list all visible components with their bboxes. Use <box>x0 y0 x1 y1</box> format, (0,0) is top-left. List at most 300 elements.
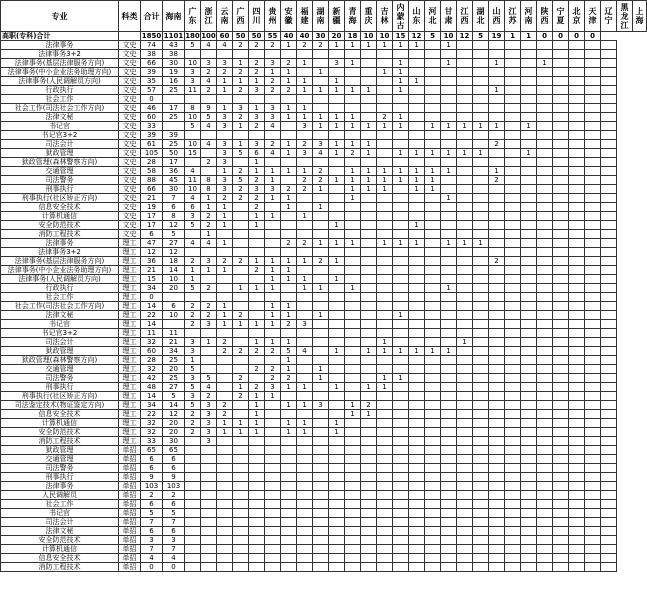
table-cell <box>281 158 297 167</box>
table-cell <box>185 491 201 500</box>
table-cell <box>441 275 457 284</box>
table-cell: 3 <box>201 401 217 410</box>
table-cell <box>521 104 537 113</box>
table-cell <box>281 284 297 293</box>
category-cell: 单招 <box>119 554 141 563</box>
table-cell: 1 <box>361 122 377 131</box>
table-cell <box>569 185 585 194</box>
table-cell <box>553 428 569 437</box>
table-cell: 1 <box>393 149 409 158</box>
major-name: 交通管理 <box>1 365 119 374</box>
table-cell <box>409 86 425 95</box>
table-cell <box>233 338 249 347</box>
table-cell <box>585 455 601 464</box>
table-cell <box>553 167 569 176</box>
table-cell <box>313 230 329 239</box>
table-cell <box>569 266 585 275</box>
table-cell: 3 <box>185 77 201 86</box>
category-cell: 理工 <box>119 383 141 392</box>
table-cell: 5 <box>163 509 185 518</box>
table-cell: 1 <box>249 221 265 230</box>
table-cell <box>537 356 553 365</box>
table-cell: 7 <box>141 545 163 554</box>
header-row <box>1 1 647 32</box>
table-cell: 1 <box>217 419 233 428</box>
column-header: 合计 <box>141 1 163 32</box>
table-cell <box>377 527 393 536</box>
table-cell <box>585 113 601 122</box>
table-cell <box>521 518 537 527</box>
table-cell <box>345 248 361 257</box>
table-cell: 4 <box>201 77 217 86</box>
table-cell: 39 <box>141 131 163 140</box>
table-cell <box>457 113 473 122</box>
table-cell <box>457 401 473 410</box>
table-cell <box>377 473 393 482</box>
table-cell: 2 <box>249 347 265 356</box>
table-cell <box>313 392 329 401</box>
major-name: 法律事务(中小企业法务助理方向) <box>1 266 119 275</box>
table-cell <box>457 410 473 419</box>
table-cell: 3 <box>163 536 185 545</box>
table-cell: 1 <box>281 68 297 77</box>
table-cell <box>393 302 409 311</box>
table-cell: 4 <box>201 122 217 131</box>
table-cell <box>553 50 569 59</box>
table-cell <box>329 302 345 311</box>
table-cell: 5 <box>201 113 217 122</box>
table-cell: 4 <box>201 239 217 248</box>
table-cell <box>185 50 201 59</box>
table-cell <box>249 464 265 473</box>
table-cell <box>601 482 617 491</box>
major-name: 法律事务(基层法律服务方向) <box>1 59 119 68</box>
table-cell: 1 <box>345 410 361 419</box>
table-cell: 1 <box>361 86 377 95</box>
table-cell <box>441 536 457 545</box>
table-cell <box>377 446 393 455</box>
table-cell <box>265 239 281 248</box>
table-cell <box>297 311 313 320</box>
table-cell <box>265 95 281 104</box>
table-cell <box>489 275 505 284</box>
table-cell: 65 <box>163 446 185 455</box>
table-cell: 1 <box>265 167 281 176</box>
major-name: 法律事务(人民调解员方向) <box>1 275 119 284</box>
table-cell <box>297 50 313 59</box>
table-cell <box>201 536 217 545</box>
table-cell <box>473 68 489 77</box>
table-cell <box>569 500 585 509</box>
table-cell <box>537 113 553 122</box>
table-cell <box>441 176 457 185</box>
table-cell <box>489 239 505 248</box>
table-cell <box>441 509 457 518</box>
table-cell <box>217 365 233 374</box>
table-cell <box>489 347 505 356</box>
table-cell <box>297 455 313 464</box>
table-cell <box>393 509 409 518</box>
table-cell <box>569 194 585 203</box>
table-cell <box>329 518 345 527</box>
table-cell <box>441 446 457 455</box>
table-cell <box>345 563 361 572</box>
table-cell <box>489 563 505 572</box>
table-cell <box>521 59 537 68</box>
table-cell: 2 <box>233 347 249 356</box>
table-cell <box>265 410 281 419</box>
table-cell: 2 <box>281 86 297 95</box>
table-cell <box>329 68 345 77</box>
table-cell: 21 <box>163 338 185 347</box>
table-cell: 1 <box>249 104 265 113</box>
table-cell <box>537 446 553 455</box>
table-cell <box>297 509 313 518</box>
table-cell <box>345 383 361 392</box>
table-cell: 2 <box>217 410 233 419</box>
column-header: 甘肃 <box>441 1 457 32</box>
table-cell: 3 <box>297 149 313 158</box>
table-cell <box>313 491 329 500</box>
table-cell <box>473 212 489 221</box>
table-cell <box>569 293 585 302</box>
table-cell: 3 <box>185 338 201 347</box>
table-cell <box>585 491 601 500</box>
table-cell <box>521 131 537 140</box>
table-cell <box>521 203 537 212</box>
table-cell <box>345 428 361 437</box>
table-cell <box>249 554 265 563</box>
table-cell <box>505 59 521 68</box>
table-cell <box>377 293 393 302</box>
table-cell <box>329 95 345 104</box>
table-cell <box>473 41 489 50</box>
table-cell <box>505 446 521 455</box>
table-cell <box>457 212 473 221</box>
table-cell: 1 <box>233 428 249 437</box>
table-cell <box>473 536 489 545</box>
table-cell: 3 <box>265 113 281 122</box>
table-cell <box>457 446 473 455</box>
major-name: 司法会计 <box>1 518 119 527</box>
table-cell: 1 <box>377 176 393 185</box>
table-cell <box>489 95 505 104</box>
table-cell <box>297 446 313 455</box>
table-cell <box>377 104 393 113</box>
table-cell <box>505 563 521 572</box>
table-cell: 15 <box>141 275 163 284</box>
table-cell <box>361 104 377 113</box>
table-cell: 2 <box>201 158 217 167</box>
table-cell <box>537 266 553 275</box>
table-cell <box>377 428 393 437</box>
table-cell <box>361 554 377 563</box>
table-cell: 1 <box>377 122 393 131</box>
table-cell <box>217 95 233 104</box>
table-cell: 58 <box>141 167 163 176</box>
table-cell <box>585 347 601 356</box>
table-cell <box>409 320 425 329</box>
table-cell <box>361 464 377 473</box>
table-cell <box>329 131 345 140</box>
table-cell <box>489 113 505 122</box>
table-cell <box>489 320 505 329</box>
table-cell: 4 <box>141 554 163 563</box>
table-cell <box>185 293 201 302</box>
category-cell: 文史 <box>119 176 141 185</box>
table-cell <box>281 527 297 536</box>
table-cell <box>409 446 425 455</box>
table-cell: 1 <box>233 122 249 131</box>
table-cell <box>425 59 441 68</box>
table-cell <box>601 563 617 572</box>
table-cell <box>537 320 553 329</box>
table-row <box>1 563 647 572</box>
column-header: 贵州 <box>265 1 281 32</box>
table-cell: 1 <box>249 158 265 167</box>
table-cell: 2 <box>489 176 505 185</box>
table-cell <box>601 401 617 410</box>
table-cell <box>553 59 569 68</box>
table-cell: 2 <box>281 239 297 248</box>
table-cell: 1 <box>297 428 313 437</box>
table-cell <box>441 266 457 275</box>
table-cell <box>569 41 585 50</box>
table-cell <box>409 374 425 383</box>
table-cell <box>521 311 537 320</box>
table-cell <box>537 239 553 248</box>
table-cell: 2 <box>265 365 281 374</box>
table-cell: 25 <box>163 374 185 383</box>
table-cell <box>457 167 473 176</box>
table-cell <box>233 239 249 248</box>
table-cell <box>313 320 329 329</box>
column-header: 江西 <box>457 1 473 32</box>
table-cell <box>377 365 393 374</box>
table-cell <box>585 401 601 410</box>
category-cell: 单招 <box>119 536 141 545</box>
table-row <box>1 86 647 95</box>
column-header: 山东 <box>409 1 425 32</box>
table-cell: 1 <box>265 275 281 284</box>
table-cell: 38 <box>163 50 185 59</box>
table-cell: 3 <box>217 113 233 122</box>
table-cell <box>297 68 313 77</box>
major-name: 司法警务 <box>1 464 119 473</box>
table-cell: 15 <box>185 149 201 158</box>
table-cell: 65 <box>141 446 163 455</box>
table-cell <box>489 356 505 365</box>
table-cell: 1 <box>313 86 329 95</box>
table-cell <box>569 230 585 239</box>
table-cell: 6 <box>249 149 265 158</box>
table-cell <box>361 248 377 257</box>
table-cell <box>265 554 281 563</box>
table-cell <box>473 230 489 239</box>
table-cell <box>457 365 473 374</box>
column-header: 河北 <box>425 1 441 32</box>
table-cell <box>345 392 361 401</box>
table-cell: 1 <box>505 32 521 41</box>
table-cell <box>425 113 441 122</box>
category-cell: 文史 <box>119 86 141 95</box>
table-cell <box>585 338 601 347</box>
table-cell <box>297 293 313 302</box>
table-cell <box>489 374 505 383</box>
table-cell <box>601 248 617 257</box>
table-cell <box>233 329 249 338</box>
table-row <box>1 410 647 419</box>
table-cell <box>585 392 601 401</box>
table-cell <box>521 185 537 194</box>
table-cell: 1 <box>281 194 297 203</box>
table-cell <box>297 536 313 545</box>
table-row <box>1 212 647 221</box>
table-row <box>1 185 647 194</box>
table-cell <box>473 500 489 509</box>
table-cell: 19 <box>163 68 185 77</box>
table-cell <box>313 446 329 455</box>
table-cell <box>345 158 361 167</box>
table-cell <box>265 419 281 428</box>
table-cell <box>249 275 265 284</box>
table-cell <box>313 77 329 86</box>
table-cell: 1 <box>377 68 393 77</box>
table-cell: 14 <box>141 392 163 401</box>
table-cell <box>361 329 377 338</box>
table-cell <box>569 302 585 311</box>
table-cell <box>521 167 537 176</box>
table-cell: 1 <box>217 86 233 95</box>
table-cell <box>473 473 489 482</box>
table-cell <box>537 500 553 509</box>
table-cell: 1 <box>313 311 329 320</box>
table-cell: 1 <box>377 167 393 176</box>
table-cell: 88 <box>141 176 163 185</box>
table-cell <box>537 509 553 518</box>
category-cell: 理工 <box>119 239 141 248</box>
table-cell <box>425 239 441 248</box>
table-cell <box>569 131 585 140</box>
table-cell: 1 <box>329 221 345 230</box>
table-cell <box>409 392 425 401</box>
major-name: 司法会计 <box>1 338 119 347</box>
table-cell <box>361 320 377 329</box>
table-cell <box>329 365 345 374</box>
category-cell: 单招 <box>119 509 141 518</box>
table-cell <box>553 545 569 554</box>
table-cell: 1 <box>281 140 297 149</box>
table-cell: 1 <box>249 77 265 86</box>
table-cell <box>553 356 569 365</box>
table-cell <box>185 482 201 491</box>
table-cell <box>601 437 617 446</box>
table-cell <box>489 158 505 167</box>
category-cell: 文史 <box>119 41 141 50</box>
table-cell: 42 <box>141 374 163 383</box>
table-cell <box>345 293 361 302</box>
table-cell <box>569 167 585 176</box>
major-name: 刑事执行 <box>1 383 119 392</box>
category-cell: 文史 <box>119 203 141 212</box>
table-row <box>1 248 647 257</box>
table-cell <box>249 482 265 491</box>
table-cell <box>489 248 505 257</box>
table-cell: 7 <box>141 518 163 527</box>
table-cell: 1 <box>345 86 361 95</box>
table-cell <box>345 302 361 311</box>
table-cell: 4 <box>201 383 217 392</box>
table-cell: 1 <box>297 59 313 68</box>
table-cell: 14 <box>141 302 163 311</box>
category-cell: 理工 <box>119 293 141 302</box>
table-cell <box>521 446 537 455</box>
table-cell: 1 <box>217 104 233 113</box>
table-cell <box>297 329 313 338</box>
table-cell <box>361 158 377 167</box>
table-row <box>1 464 647 473</box>
table-cell: 1 <box>361 140 377 149</box>
table-cell: 3 <box>297 122 313 131</box>
table-cell <box>505 365 521 374</box>
table-cell: 5 <box>473 32 489 41</box>
table-cell: 1 <box>393 239 409 248</box>
table-cell: 3 <box>249 86 265 95</box>
table-cell: 3 <box>185 68 201 77</box>
table-cell <box>361 95 377 104</box>
table-cell: 105 <box>141 149 163 158</box>
table-cell: 1 <box>201 194 217 203</box>
category-cell: 文史 <box>119 77 141 86</box>
table-cell: 1 <box>393 374 409 383</box>
table-cell <box>457 176 473 185</box>
major-name: 社会工作 <box>1 95 119 104</box>
table-cell <box>537 437 553 446</box>
table-cell <box>473 482 489 491</box>
table-cell <box>585 50 601 59</box>
table-cell: 6 <box>163 464 185 473</box>
table-cell <box>345 545 361 554</box>
table-cell <box>537 185 553 194</box>
table-cell <box>569 464 585 473</box>
table-cell <box>569 329 585 338</box>
table-cell <box>249 95 265 104</box>
table-cell: 1 <box>249 338 265 347</box>
table-cell <box>505 167 521 176</box>
table-cell <box>249 491 265 500</box>
table-cell: 1 <box>281 311 297 320</box>
major-name: 司法警务 <box>1 176 119 185</box>
table-cell: 3 <box>217 140 233 149</box>
column-header: 山西 <box>489 1 505 32</box>
table-cell <box>185 230 201 239</box>
table-cell: 1 <box>361 410 377 419</box>
table-cell <box>553 329 569 338</box>
table-cell: 1 <box>201 338 217 347</box>
table-cell: 1 <box>281 203 297 212</box>
table-cell: 38 <box>141 50 163 59</box>
table-cell: 30 <box>163 437 185 446</box>
table-cell <box>569 437 585 446</box>
table-cell <box>393 230 409 239</box>
table-cell: 1 <box>521 149 537 158</box>
table-cell <box>297 500 313 509</box>
table-row <box>1 455 647 464</box>
table-cell <box>233 464 249 473</box>
table-cell <box>569 95 585 104</box>
table-cell <box>457 491 473 500</box>
table-cell <box>409 248 425 257</box>
